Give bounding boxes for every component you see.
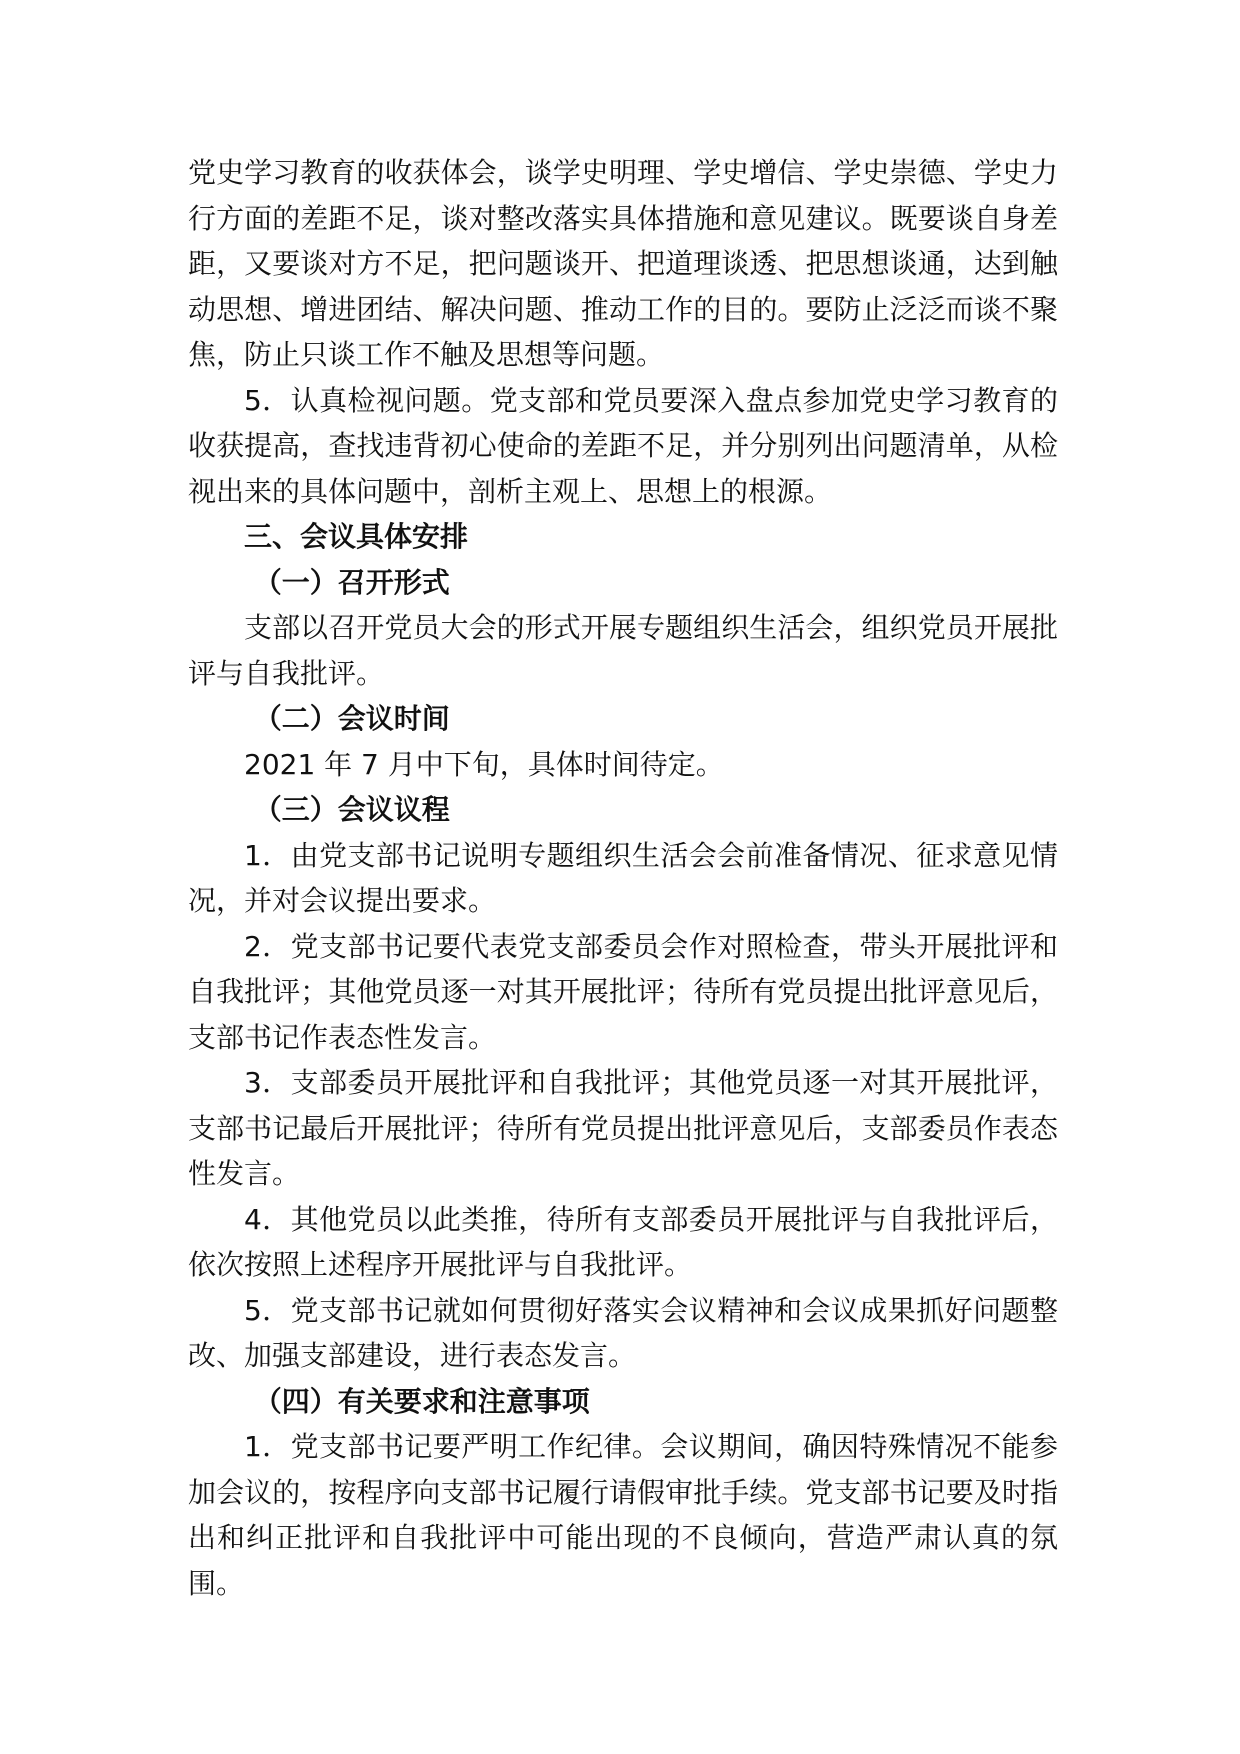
agenda-item-5: 5．党支部书记就如何贯彻好落实会议精神和会议成果抓好问题整改、加强支部建设，进行表态发言。 xyxy=(188,1293,1058,1372)
paragraph-time: 2021 年 7 月中下旬，具体时间待定。 xyxy=(244,747,724,781)
section-heading-3: 三、会议具体安排 xyxy=(244,520,469,553)
paragraph-continued: 党史学习教育的收获体会，谈学史明理、学史增信、学史崇德、学史力行方面的差距不足，谈对整改落实具体措施和意见建议。既要谈自身差距，又要谈对方不足，把问题谈开、把道理谈透、把思想谈通，达到触动思想、增进团结、解决问题、推动工作的目的。要防止泛泛而谈不聚焦，防止只谈工作不触及思想等问题。 xyxy=(188,156,1058,371)
paragraph-form: 支部以召开党员大会的形式开展专题组织生活会，组织党员开展批评与自我批评。 xyxy=(188,611,1058,690)
requirement-item-1: 1．党支部书记要严明工作纪律。会议期间，确因特殊情况不能参加会议的，按程序向支部书记履行请假审批手续。党支部书记要及时指出和纠正批评和自我批评中可能出现的不良倾向，营造严肃认真的氛围。 xyxy=(188,1430,1058,1600)
agenda-item-2: 2．党支部书记要代表党支部委员会作对照检查，带头开展批评和自我批评；其他党员逐一对其开展批评；待所有党员提出批评意见后，支部书记作表态性发言。 xyxy=(188,929,1058,1054)
subheading-time: （二）会议时间 xyxy=(253,702,450,735)
agenda-item-4: 4．其他党员以此类推，待所有支部委员开展批评与自我批评后，依次按照上述程序开展批评与自我批评。 xyxy=(188,1202,1058,1281)
agenda-item-3: 3．支部委员开展批评和自我批评；其他党员逐一对其开展批评，支部书记最后开展批评；待所有党员提出批评意见后，支部委员作表态性发言。 xyxy=(188,1066,1058,1190)
agenda-item-1: 1．由党支部书记说明专题组织生活会会前准备情况、征求意见情况，并对会议提出要求。 xyxy=(188,838,1058,917)
paragraph-item-5-review-issues: 5．认真检视问题。党支部和党员要深入盘点参加党史学习教育的收获提高，查找违背初心使命的差距不足，并分别列出问题清单，从检视出来的具体问题中，剖析主观上、思想上的根源。 xyxy=(188,383,1058,508)
document-page xyxy=(188,150,1058,1606)
subheading-requirements: （四）有关要求和注意事项 xyxy=(253,1384,590,1418)
subheading-agenda: （三）会议议程 xyxy=(253,793,450,826)
subheading-form: （一）召开形式 xyxy=(253,565,450,599)
